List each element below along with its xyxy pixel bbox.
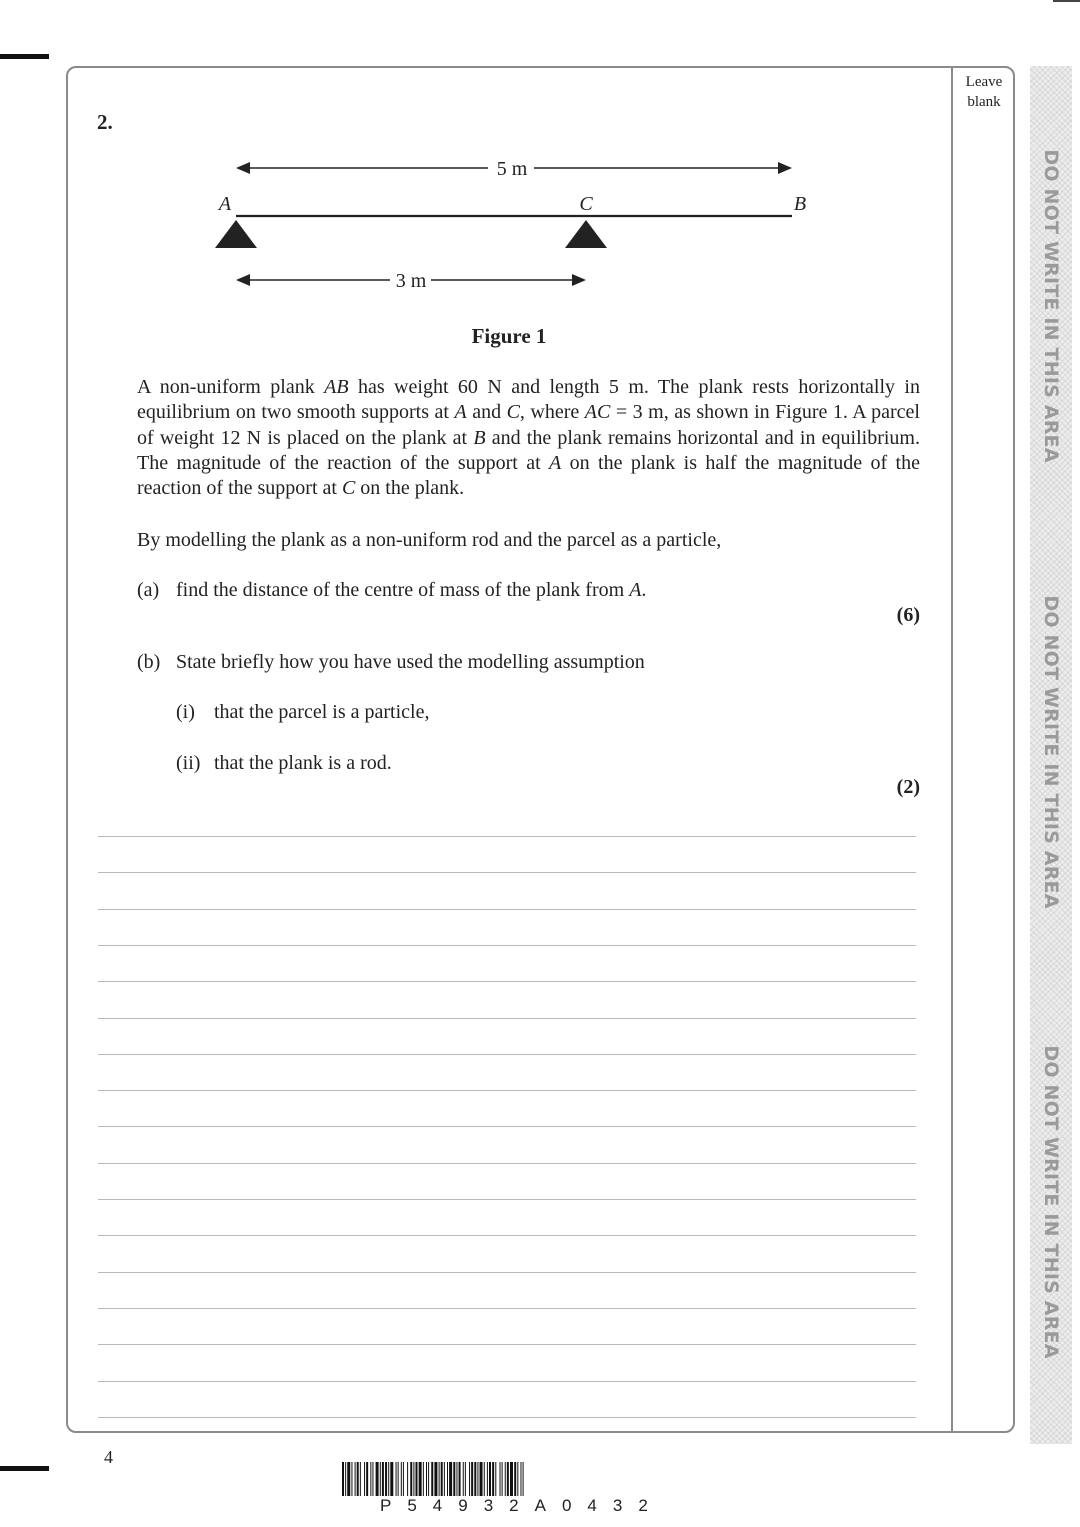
part-a-label: (a) <box>137 579 160 601</box>
answer-line[interactable] <box>98 1344 916 1345</box>
answer-line[interactable] <box>98 1381 916 1382</box>
barcode-bar <box>390 1462 393 1496</box>
barcode-bar <box>465 1462 466 1496</box>
barcode-bar <box>366 1462 368 1496</box>
barcode-bar <box>507 1462 509 1496</box>
support-c-triangle <box>565 220 607 248</box>
barcode-bar <box>382 1462 384 1496</box>
figure-caption: Figure 1 <box>471 324 547 348</box>
part-b-ii: (ii) that the plank is a rod. <box>176 752 392 774</box>
barcode-bar <box>416 1462 418 1496</box>
barcode-bar <box>388 1462 389 1496</box>
part-b-i: (i) that the parcel is a particle, <box>176 701 430 723</box>
part-b-i-label: (i) <box>176 701 195 723</box>
barcode-bar <box>463 1462 464 1496</box>
barcode-bar <box>413 1462 414 1496</box>
barcode-bar <box>376 1462 379 1496</box>
barcode-bar <box>459 1462 461 1496</box>
barcode-bar <box>500 1462 501 1496</box>
registration-mark-top-right <box>1053 0 1080 2</box>
barcode-bar <box>355 1462 356 1496</box>
dim-3m-label: 3 m <box>395 270 427 292</box>
barcode-bar <box>364 1462 365 1496</box>
barcode-bar <box>510 1462 513 1496</box>
barcode-bar <box>385 1462 387 1496</box>
barcode-bar <box>523 1462 524 1496</box>
page-number: 4 <box>104 1447 113 1467</box>
barcode-bar <box>492 1462 494 1496</box>
barcode-bar <box>453 1462 455 1496</box>
dim-3m-arrowhead-right <box>572 274 586 286</box>
barcode-bar <box>401 1462 402 1496</box>
part-b: (b) State briefly how you have used the modelling assumption <box>137 651 645 673</box>
barcode-bar <box>480 1462 483 1496</box>
barcode-bar <box>345 1462 346 1496</box>
dim-3m-arrowhead-left <box>236 274 250 286</box>
barcode-bar <box>474 1462 476 1496</box>
barcode-bar <box>487 1462 488 1496</box>
answer-line[interactable] <box>98 1308 916 1309</box>
dim-5m-label: 5 m <box>496 158 528 180</box>
dim-5m-arrowhead-right <box>778 162 792 174</box>
barcode-bar <box>410 1462 412 1496</box>
barcode-bar <box>444 1462 445 1496</box>
part-b-label: (b) <box>137 651 161 673</box>
part-b-ii-label: (ii) <box>176 752 201 774</box>
barcode-bar <box>521 1462 522 1496</box>
barcode-bar <box>456 1462 457 1496</box>
barcode-text: P54932A0432 <box>380 1496 664 1515</box>
barcode-bar <box>495 1462 496 1496</box>
figure-plank-diagram <box>0 0 1018 320</box>
answer-line[interactable] <box>98 836 916 837</box>
answer-line[interactable] <box>98 1018 916 1019</box>
barcode-bar <box>439 1462 440 1496</box>
barcode-bar <box>360 1462 361 1496</box>
barcode-bar <box>505 1462 506 1496</box>
barcode-bar <box>449 1462 452 1496</box>
barcode-bar <box>372 1462 373 1496</box>
answer-line[interactable] <box>98 1163 916 1164</box>
barcode-bar <box>357 1462 359 1496</box>
point-b-label: B <box>793 193 807 215</box>
part-a: (a) find the distance of the centre of mass of the plank from A. <box>137 579 647 601</box>
barcode-bar <box>441 1462 443 1496</box>
registration-mark-bottom <box>0 1466 49 1471</box>
barcode-bar <box>351 1462 352 1496</box>
barcode-bar <box>484 1462 485 1496</box>
barcode-bar <box>517 1462 518 1496</box>
answer-line[interactable] <box>98 1235 916 1236</box>
answer-line[interactable] <box>98 1054 916 1055</box>
barcode-bar <box>489 1462 491 1496</box>
barcode-bar <box>396 1462 397 1496</box>
barcode-bar <box>434 1462 437 1496</box>
barcode-bar <box>502 1462 503 1496</box>
barcode-bar <box>398 1462 399 1496</box>
question-paragraph: A non-uniform plank AB has weight 60 N and length 5 m. The plank rests horizontally in equilibrium on two smooth supports at A and C, where AC = 3 m, as shown in Figure 1. A parcel of weight 12 N is placed on the plank at B and the plank remains horizontal and in equilibrium. The magnitude of the reaction of the support at A on the plank is half the magnitude of the reaction of the support at C on the plank. <box>137 376 920 500</box>
answer-line[interactable] <box>98 1199 916 1200</box>
barcode-bar <box>428 1462 429 1496</box>
barcode-bar <box>342 1462 344 1496</box>
modelling-intro: By modelling the plank as a non-uniform rod and the parcel as a particle, <box>137 529 722 551</box>
part-b-marks: (2) <box>896 776 920 798</box>
barcode-bar <box>370 1462 371 1496</box>
barcode-bar <box>431 1462 433 1496</box>
support-a-triangle <box>215 220 257 248</box>
barcode-bar <box>407 1462 408 1496</box>
barcode-bar <box>469 1462 470 1496</box>
barcode-bar <box>403 1462 404 1496</box>
barcode-bar <box>423 1462 424 1496</box>
answer-line[interactable] <box>98 1090 916 1091</box>
barcode-bar <box>514 1462 516 1496</box>
question-number: 2. <box>97 110 113 134</box>
barcode <box>342 1462 737 1496</box>
leave-blank-label: Leave blank <box>965 74 1003 110</box>
point-c-label: C <box>579 193 593 215</box>
answer-line[interactable] <box>98 909 916 910</box>
answer-line[interactable] <box>98 1417 916 1418</box>
point-a-label: A <box>218 193 232 215</box>
answer-line[interactable] <box>98 981 916 982</box>
answer-line[interactable] <box>98 945 916 946</box>
barcode-bar <box>419 1462 422 1496</box>
barcode-bar <box>347 1462 350 1496</box>
barcode-bar <box>471 1462 473 1496</box>
answer-line[interactable] <box>98 1126 916 1127</box>
barcode-bar <box>477 1462 478 1496</box>
barcode-bar <box>447 1462 448 1496</box>
barcode-bar <box>380 1462 381 1496</box>
dim-5m-arrowhead-left <box>236 162 250 174</box>
answer-line[interactable] <box>98 1272 916 1273</box>
part-a-marks: (6) <box>896 604 920 626</box>
answer-line[interactable] <box>98 872 916 873</box>
barcode-bar <box>426 1462 427 1496</box>
